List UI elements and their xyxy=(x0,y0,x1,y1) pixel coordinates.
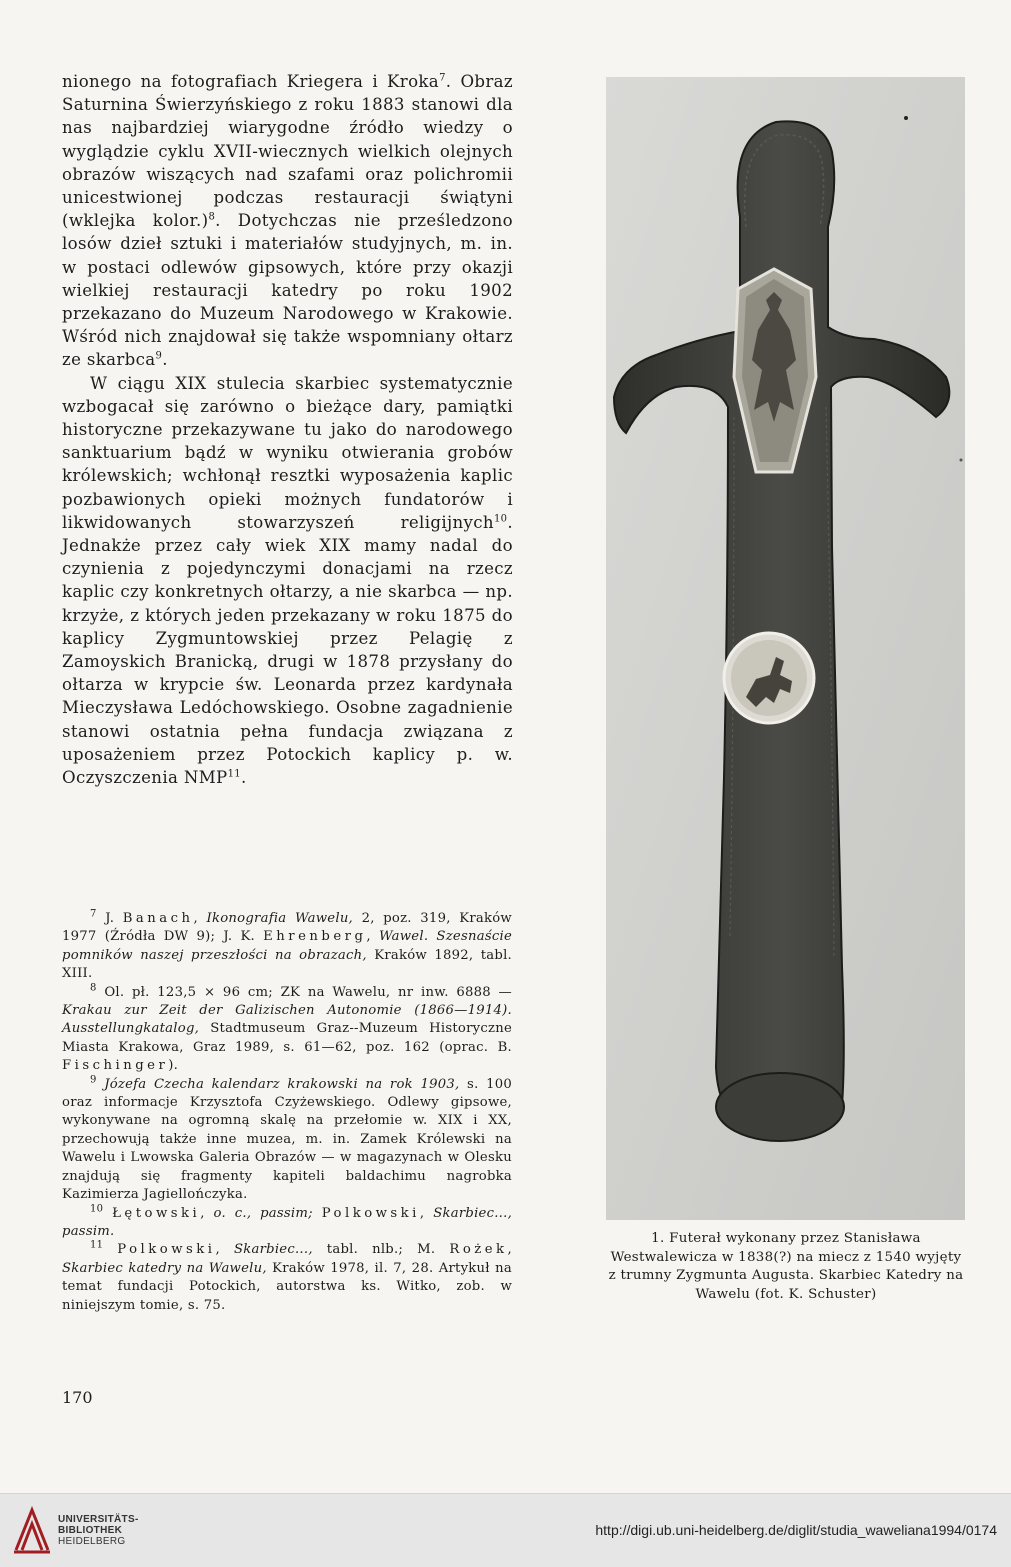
library-name-line-2: BIBLIOTHEK xyxy=(58,1525,123,1536)
footnotes xyxy=(62,910,512,1315)
library-name-line-1: UNIVERSITÄTS- xyxy=(58,1514,139,1525)
footer-bar xyxy=(0,1493,1011,1567)
footnote-7: $^7$ J. Banach, Ikonografia Wawelu, 2, poz. 319, Kraków 1977 (Źródła DW 9); J. K. Ehrenberg, Wawel. Szesnaście pomników naszej przeszłości na obrazach, Kraków 1892, tabl. XIII. xyxy=(62,908,512,982)
footnote-10: $^{10}$ Łętowski, o. c., passim; Polkowski, Skarbiec..., passim. xyxy=(62,1203,513,1239)
page-number: 170 xyxy=(62,1388,93,1407)
source-url[interactable]: http://digi.ub.uni-heidelberg.de/diglit/studia_waweliana1994/0174 xyxy=(595,1522,997,1538)
sheath-photograph xyxy=(606,77,965,1220)
footnote-11: $^{11}$ Polkowski, Skarbiec..., tabl. nlb.; M. Rożek, Skarbiec katedry na Wawelu, Kraków 1978, il. 7, 28. Artykuł na temat fundacji Potockich, autorstwa ks. Witko, zob. w niniejszym tomie, s. 75. xyxy=(62,1239,512,1313)
main-text-column xyxy=(62,70,513,789)
paragraph-1: nionego na fotografiach Kriegera i Kroka$^7$. Obraz Saturnina Świerzyńskiego z roku 1883 stanowi dla nas najbardziej wiarygodne źródło wiedzy o wyglądzie cyklu XVII-wiecznych wielkich olejnych obrazów wiszących nad szafami oraz polichromii unicestwionej podczas restauracji świątyni (wklejka kolor.)$^8$. Dotychczas nie prześledzono losów dzieł sztuki i materiałów studyjnych, m. in. w postaci odlewów gipsowych, które przy okazji wielkiej restauracji katedry po roku 1902 przekazano do Muzeum Narodowego w Krakowie. Wśród nich znajdował się także wspomniany ołtarz ze skarbca$^9$. xyxy=(62,72,514,370)
sword-sheath-image xyxy=(606,77,965,1220)
university-logo-icon xyxy=(12,1506,52,1554)
library-name-line-3: HEIDELBERG xyxy=(58,1536,126,1547)
footnote-9: $^9$ Józefa Czecha kalendarz krakowski na rok 1903, s. 100 oraz informacje Krzysztofa Czyżewskiego. Odlewy gipsowe, wykonywane na ogromną skalę na przełomie w. XIX i XX, przechowują także inne muzea, m. in. Zamek Królewski na Wawelu i Lwowska Galeria Obrazów — w magazynach w Olesku znajdują się fragmenty kapiteli baldachimu nagrobka Kazimierza Jagiellończyka. xyxy=(62,1074,512,1203)
paragraph-2: W ciągu XIX stulecia skarbiec systematycznie wzbogacał się zarówno o bieżące dary, pamiątki historyczne przekazywane tu jako do narodowego sanktuarium bądź w wyniku otwierania grobów królewskich; wchłonął resztki wyposażenia kaplic pozbawionych opieki możnych fundatorów i likwidowanych stowarzyszeń religijnych$^{10}$. Jednakże przez cały wiek XIX mamy nadal do czynienia z pojedynczymi donacjami na rzecz kaplic czy konkretnych ołtarzy, a nie skarbca — np. krzyże, z których jeden przekazany w roku 1875 do kaplicy Zygmuntowskiej przez Pelagię z Zamoyskich Branicką, drugi w 1878 przysłany do ołtarza w krypcie św. Leonarda przez kardynała Mieczysława Ledóchowskiego. Osobne zagadnienie stanowi ostatnia pełna fundacja związana z uposażeniem przez Potockich kaplicy p. w. Oczyszczenia NMP$^{11}$. xyxy=(62,373,513,788)
figure-caption: 1. Futerał wykonany przez Stanisława Westwalewicza w 1838(?) na miecz z 1540 wyjęty z trumny Zygmunta Augusta. Skarbiec Katedry na Wawelu (fot. K. Schuster) xyxy=(608,1231,964,1302)
footnote-8: $^8$ Ol. pł. 123,5 × 96 cm; ZK na Wawelu, nr inw. 6888 — Krakau zur Zeit der Galizischen Autonomie (1866—1914). Ausstellungkatalog, Stadtmuseum Graz--Muzeum Historyczne Miasta Krakowa, Graz 1989, s. 61—62, poz. 162 (oprac. B. Fischinger). xyxy=(62,982,512,1074)
library-name xyxy=(58,1514,139,1547)
